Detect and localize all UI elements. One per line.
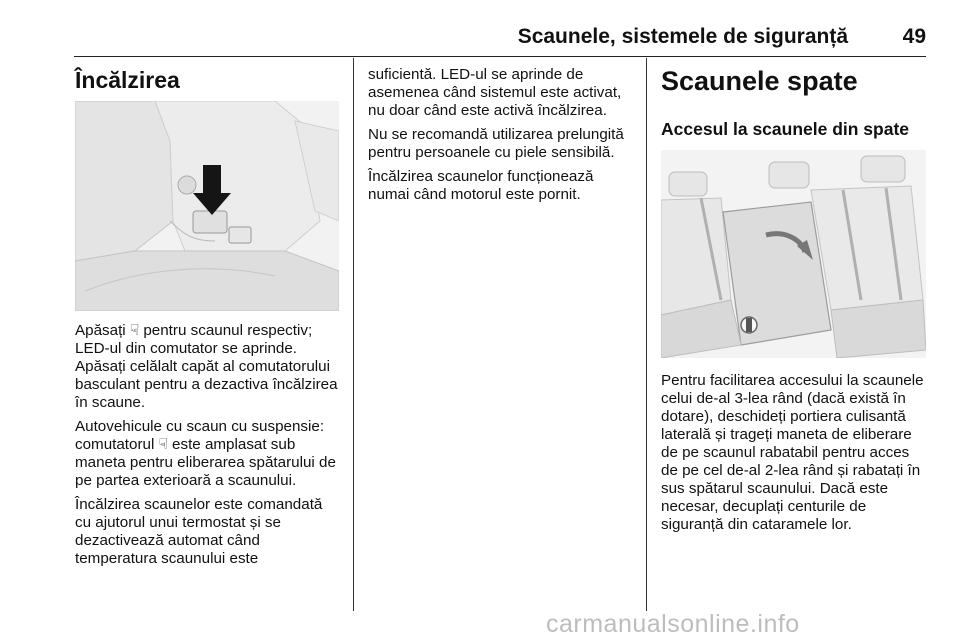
right-column — [661, 60, 927, 140]
page-header — [74, 0, 926, 57]
paragraph: suficientă. LED-ul se aprinde de asemenea când sistemul este activat, nu doar când este activă încălzirea. — [368, 66, 622, 119]
left-column — [75, 60, 341, 94]
column-divider — [646, 58, 647, 611]
watermark: carmanualsonline.info — [546, 610, 800, 638]
paragraph: Apăsați ☟ pentru scaunul respectiv; LED-ul din comutator se aprinde. Apăsați celălalt capăt al comutatorului basculant pentru a dezactiva încălzirea în scaune. — [75, 322, 338, 411]
section-heading: Încălzirea — [75, 67, 180, 93]
section-heading: Scaunele spate — [661, 66, 858, 96]
page-title: Scaunele, sistemele de siguranță — [517, 25, 848, 48]
paragraph: Încălzirea scaunelor este comandată cu ajutorul unui termostat și se dezactivează automat când temperatura scaunului este — [75, 496, 323, 567]
rear-seats-illustration — [661, 150, 926, 358]
column-divider — [353, 58, 354, 611]
page-number: 49 — [902, 25, 926, 48]
seat-heating-drawing — [75, 101, 339, 311]
middle-column — [368, 66, 636, 210]
paragraph: Autovehicule cu scaun cu suspensie: comutatorul ☟ este amplasat sub maneta pentru eliberarea spătarului de pe partea exterioară a scaunului. — [75, 418, 336, 489]
right-column-text — [661, 372, 929, 540]
paragraph: Nu se recomandă utilizarea prelungită pentru persoanele cu piele sensibilă. — [368, 126, 624, 161]
paragraph: Pentru facilitarea accesului la scaunele celui de-al 3-lea rând (dacă există în dotare), deschideți portiera culisantă laterală și trageți maneta de eliberare de pe scaunul rabatabil pentru acces de pe cel de-al 2-lea rând și rabatați în sus spătarul scaunului. Dacă este necesar, decuplați centurile de siguranță din cataramele lor. — [661, 372, 924, 533]
paragraph: Încălzirea scaunelor funcționează numai când motorul este pornit. — [368, 168, 594, 203]
seat-heating-illustration — [75, 101, 339, 311]
rear-seats-drawing — [661, 150, 926, 358]
left-column-text — [75, 322, 341, 574]
subsection-heading: Accesul la scaunele din spate — [661, 119, 910, 139]
